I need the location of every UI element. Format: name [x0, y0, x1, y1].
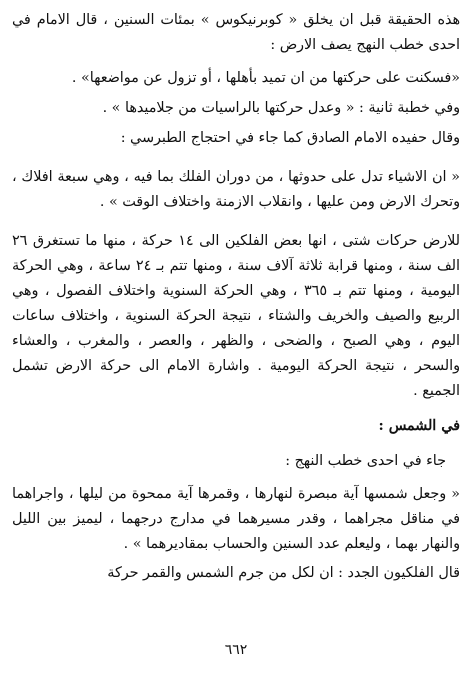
quote-celestial-spheres: « ان الاشياء تدل على حدوثها ، من دوران الفلك بما فيه ، وهي سبعة افلاك ، وتحرك الارض ومن عليها ، وانقلاب الازمنة واختلاف الوقت » . — [12, 169, 460, 210]
quote-sun-moon: « وجعل شمسها آية مبصرة لنهارها ، وقمرها آية ممحوة من ليلها ، واجراهما في مناقل مجراهما ، وقدر مسيرهما في مدارج درجهما ، ليميز بين الليل والنهار بهما ، وليعلم عدد السنين والحساب بمقاديرهما » . — [12, 486, 460, 552]
page-number: ٦٦٢ — [224, 642, 248, 658]
paragraph-imam-sadiq: وقال حفيده الامام الصادق كما جاء في احتجاج الطبرسي : — [120, 130, 460, 146]
paragraph-intro: هذه الحقيقة قبل ان يخلق « كوبرنيكوس » بمئات السنين ، قال الامام في احدى خطب النهج يصف الارض : — [12, 12, 460, 53]
paragraph-earth-motions: للارض حركات شتى ، انها بعض الفلكين الى ١٤ حركة ، منها ما تستغرق ٢٦ الف سنة ، ومنها قرابة ثلاثة آلاف سنة ، ومنها تتم بـ ٢٤ ساعة ، وهي الحركة اليومية ، ومنها تتم بـ ٣٦٥ ، وهي الحركة السنوية واختلاف الفصول ، وهي الربيع والصيف والخريف والشتاء ، نتيجة الحركة السنوية ، واختلاف ساعات اليوم ، وهي الصبح ، والضحى ، والظهر ، والعصر ، والمغرب ، والعشاء والسحر ، نتيجة الحركة اليومية . واشارة الامام الى حركة الارض تشمل الجميع . — [12, 233, 460, 399]
quote-earth-stability: «فسكنت على حركتها من ان تميد بأهلها ، أو تزول عن مواضعها» . — [71, 70, 460, 86]
paragraph-second-sermon: وفي خطبة ثانية : « وعدل حركتها بالراسيات من جلاميدها » . — [102, 100, 460, 116]
paragraph-astronomers: قال الفلكيون الجدد : ان لكل من جرم الشمس والقمر حركة — [107, 565, 460, 581]
document-page — [12, 8, 460, 668]
paragraph-sermon-intro: جاء في احدى خطب النهج : — [285, 453, 446, 469]
section-heading-sun: في الشمس : — [378, 418, 460, 434]
